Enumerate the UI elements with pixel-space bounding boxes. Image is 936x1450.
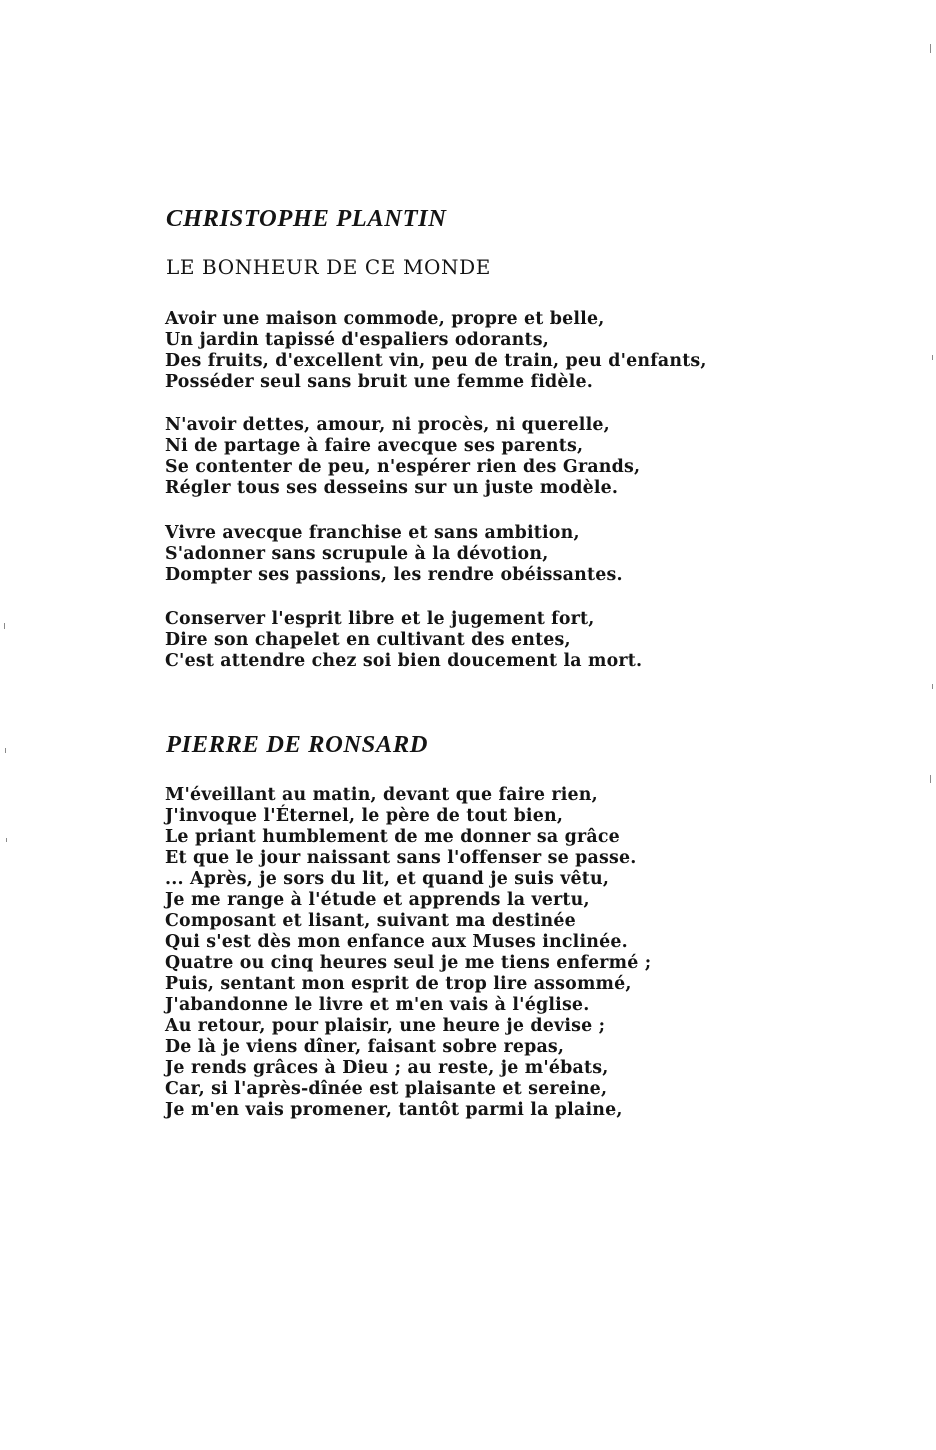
author-heading-plantin: CHRISTOPHE PLANTIN	[166, 205, 447, 232]
verse-line: Ni de partage à faire avecque ses parents,	[165, 436, 584, 456]
verse-line: Conserver l'esprit libre et le jugement fort,	[165, 609, 595, 629]
verse-line: Des fruits, d'excellent vin, peu de train, peu d'enfants,	[165, 351, 707, 371]
poem-title: LE BONHEUR DE CE MONDE	[166, 255, 491, 279]
verse-line: Puis, sentant mon esprit de trop lire assommé,	[165, 974, 632, 994]
verse-line: J'abandonne le livre et m'en vais à l'église.	[165, 995, 590, 1015]
scan-mark	[932, 684, 933, 689]
verse-line: Posséder seul sans bruit une femme fidèle.	[165, 372, 593, 392]
verse-line: C'est attendre chez soi bien doucement la mort.	[165, 651, 643, 671]
verse-line: S'adonner sans scrupule à la dévotion,	[165, 544, 549, 564]
stanza-1	[165, 309, 707, 393]
verse-line: Au retour, pour plaisir, une heure je devise ;	[165, 1016, 606, 1036]
verse-line: J'invoque l'Éternel, le père de tout bien,	[165, 806, 564, 826]
verse-line: Quatre ou cinq heures seul je me tiens enfermé ;	[165, 953, 652, 973]
verse-line: Car, si l'après-dînée est plaisante et sereine,	[165, 1079, 608, 1099]
verse-line: Dompter ses passions, les rendre obéissantes.	[165, 565, 623, 585]
verse-line: De là je viens dîner, faisant sobre repas,	[165, 1037, 565, 1057]
author-heading-ronsard: PIERRE DE RONSARD	[166, 731, 429, 758]
stanza-ronsard	[165, 785, 651, 1121]
stanza-3	[165, 523, 623, 586]
scan-mark	[930, 775, 931, 783]
verse-line: Je rends grâces à Dieu ; au reste, je m'ébats,	[165, 1058, 609, 1078]
stanza-4	[165, 609, 642, 672]
stanza-2	[165, 415, 640, 499]
verse-line: Vivre avecque franchise et sans ambition,	[165, 523, 580, 543]
verse-line: Dire son chapelet en cultivant des entes,	[165, 630, 571, 650]
scan-mark	[930, 44, 931, 53]
verse-line: M'éveillant au matin, devant que faire rien,	[165, 785, 598, 805]
verse-line: Régler tous ses desseins sur un juste modèle.	[165, 478, 619, 498]
verse-line: Un jardin tapissé d'espaliers odorants,	[165, 330, 549, 350]
scan-mark	[932, 355, 933, 360]
scan-mark	[6, 838, 7, 842]
verse-line: Composant et lisant, suivant ma destinée	[165, 911, 576, 931]
verse-line: Et que le jour naissant sans l'offenser se passe.	[165, 848, 637, 868]
verse-line: Avoir une maison commode, propre et belle,	[165, 309, 605, 329]
scan-mark	[5, 748, 6, 753]
verse-line: Je me range à l'étude et apprends la vertu,	[165, 890, 590, 910]
verse-line: Qui s'est dès mon enfance aux Muses inclinée.	[165, 932, 628, 952]
verse-line: Je m'en vais promener, tantôt parmi la plaine,	[165, 1100, 623, 1120]
verse-line: ... Après, je sors du lit, et quand je suis vêtu,	[165, 869, 610, 889]
scan-mark	[4, 623, 5, 629]
verse-line: N'avoir dettes, amour, ni procès, ni querelle,	[165, 415, 610, 435]
verse-line: Le priant humblement de me donner sa grâce	[165, 827, 620, 847]
verse-line: Se contenter de peu, n'espérer rien des Grands,	[165, 457, 641, 477]
